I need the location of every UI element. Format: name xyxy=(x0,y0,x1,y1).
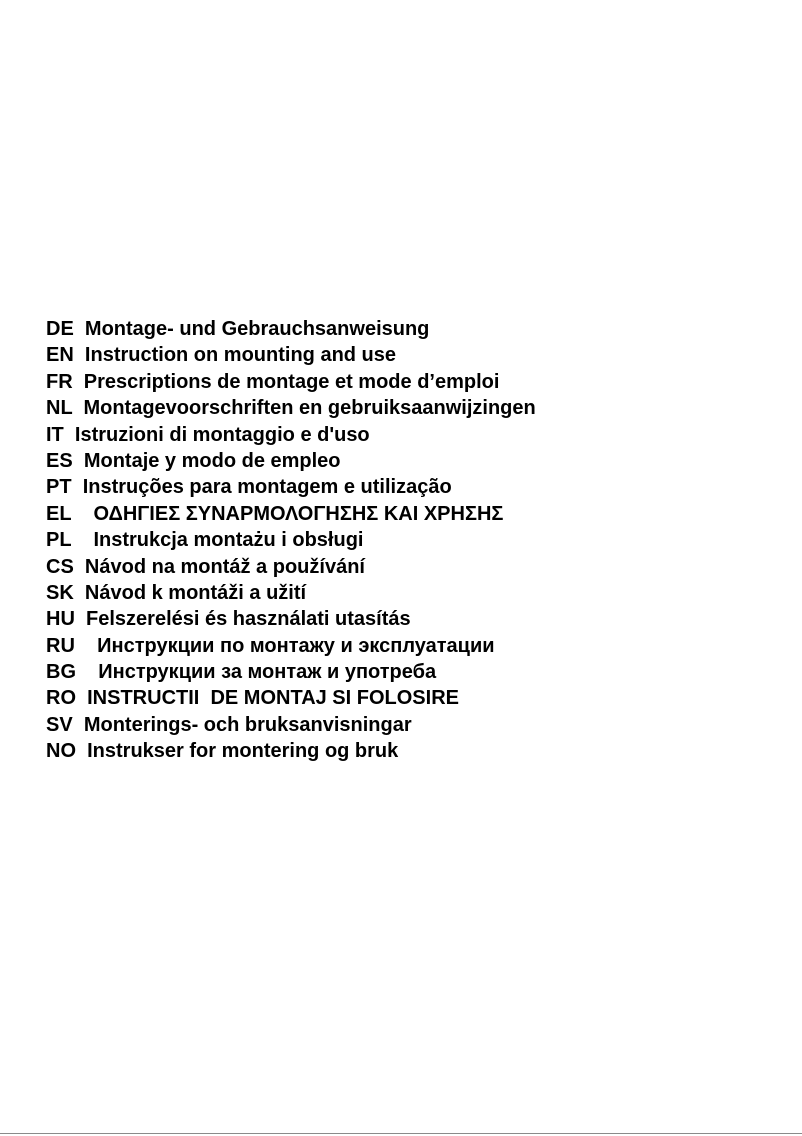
language-title: Monterings- och bruksanvisningar xyxy=(83,713,412,736)
language-code: EN xyxy=(46,344,74,367)
language-title: Návod na montáž a používání xyxy=(84,555,365,578)
language-row-es xyxy=(46,448,536,474)
language-gap xyxy=(72,397,83,419)
language-title: Instrukser for montering og bruk xyxy=(87,740,399,763)
language-gap xyxy=(74,582,85,604)
language-row-fr xyxy=(46,369,536,395)
language-list xyxy=(46,316,536,765)
language-title: Montaje y modo de empleo xyxy=(83,449,341,472)
language-title: Montage- und Gebrauchsanweisung xyxy=(84,318,430,340)
language-gap xyxy=(76,661,98,683)
language-gap xyxy=(71,529,93,551)
language-title: Instruction on mounting and use xyxy=(84,344,397,367)
language-row-sk xyxy=(46,580,536,606)
language-code: PL xyxy=(46,529,72,552)
language-title: Istruzioni di montaggio e d'uso xyxy=(74,423,370,446)
language-code: NO xyxy=(46,740,76,763)
language-gap xyxy=(75,635,97,657)
language-row-bg xyxy=(46,659,536,685)
language-title: Návod k montáži a užití xyxy=(84,581,307,604)
language-gap xyxy=(74,344,85,366)
language-code: NL xyxy=(46,397,73,420)
language-row-sv xyxy=(46,712,536,738)
language-code: CS xyxy=(46,555,74,578)
language-title: INSTRUCTII DE MONTAJ SI FOLOSIRE xyxy=(87,687,459,710)
language-title: Montagevoorschriften en gebruiksaanwijzingen xyxy=(83,397,536,420)
language-gap xyxy=(74,318,85,340)
language-code: ES xyxy=(46,449,73,472)
language-code: PT xyxy=(46,476,72,499)
language-row-de xyxy=(46,316,536,342)
language-row-pl xyxy=(46,527,536,553)
language-row-nl xyxy=(46,395,536,421)
language-code: SK xyxy=(46,581,74,604)
language-row-el xyxy=(46,501,536,527)
language-gap xyxy=(74,556,85,578)
language-code: BG xyxy=(46,661,76,684)
language-title: Felszerelési és használati utasítás xyxy=(86,608,411,631)
language-gap xyxy=(76,687,87,709)
language-gap xyxy=(76,740,87,762)
language-title: Инструкции по монтажу и эксплуатации xyxy=(97,634,495,657)
language-gap xyxy=(75,608,86,630)
language-code: RU xyxy=(46,634,75,657)
language-row-hu xyxy=(46,606,536,632)
language-row-pt xyxy=(46,474,536,500)
language-row-ru xyxy=(46,633,536,659)
language-title: Инструкции за монтаж и употреба xyxy=(98,661,437,684)
language-title: Instruções para montagem e utilização xyxy=(82,476,452,499)
bottom-divider xyxy=(0,1133,802,1134)
language-row-it xyxy=(46,422,536,448)
language-title: ΟΔΗΓΙΕΣ ΣΥΝΑΡΜΟΛΟΓΗΣΗΣ ΚΑΙ ΧΡΗΣΗΣ xyxy=(93,502,504,525)
language-code: RO xyxy=(46,687,76,710)
language-gap xyxy=(64,424,75,446)
language-code: DE xyxy=(46,318,74,340)
language-code: EL xyxy=(46,502,72,525)
language-code: SV xyxy=(46,713,73,736)
language-code: IT xyxy=(46,423,64,446)
language-code: FR xyxy=(46,370,73,393)
language-title: Instrukcja montażu i obsługi xyxy=(93,529,364,552)
language-row-no xyxy=(46,738,536,764)
language-title: Prescriptions de montage et mode d’emploi xyxy=(83,370,500,393)
language-gap xyxy=(73,714,84,736)
language-gap xyxy=(73,371,84,393)
language-row-en xyxy=(46,342,536,368)
language-gap xyxy=(72,476,83,498)
language-row-ro xyxy=(46,685,536,711)
language-gap xyxy=(73,450,84,472)
language-code: HU xyxy=(46,608,75,631)
language-gap xyxy=(71,503,93,525)
language-row-cs xyxy=(46,554,536,580)
